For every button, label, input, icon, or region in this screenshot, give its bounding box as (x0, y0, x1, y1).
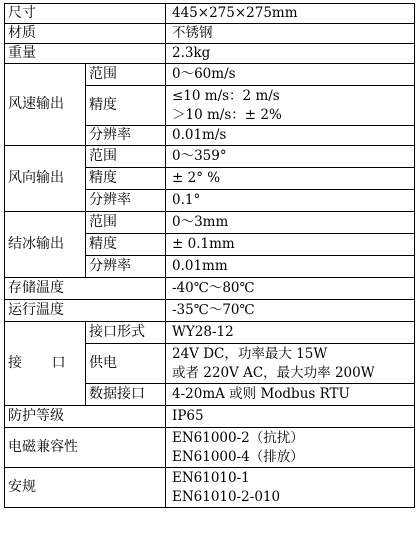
safety-value (166, 468, 415, 508)
table-row (5, 278, 415, 300)
power-label: 供电 (86, 344, 166, 384)
safety-line1: EN61010-1 (172, 469, 250, 486)
wind-direction-resolution-label: 分辨率 (86, 190, 166, 212)
emc-line1: EN61000-2（抗扰） (172, 429, 304, 446)
interface-label: 接 口 (5, 322, 86, 406)
power-line2: 或者 220V AC，最大功率 200W (172, 364, 375, 381)
weight-value: 2.3kg (166, 44, 415, 64)
icing-resolution-label: 分辨率 (86, 256, 166, 278)
icing-resolution-value: 0.01mm (166, 256, 415, 278)
wind-speed-range-value: 0～60m/s (166, 64, 415, 86)
size-label: 尺寸 (5, 4, 166, 24)
wind-speed-resolution-value: 0.01m/s (166, 126, 415, 146)
wind-direction-range-label: 范围 (86, 146, 166, 168)
port-type-value: WY28-12 (166, 322, 415, 344)
wind-direction-range-value: 0～359° (166, 146, 415, 168)
specification-table (4, 3, 415, 508)
weight-label: 重量 (5, 44, 166, 64)
icing-accuracy-label: 精度 (86, 234, 166, 256)
operating-temp-value: -35℃～70℃ (166, 300, 415, 322)
emc-label: 电磁兼容性 (5, 428, 166, 468)
icing-range-value: 0～3mm (166, 212, 415, 234)
wind-speed-accuracy-line2: ＞10 m/s：± 2% (172, 106, 282, 123)
size-value: 445×275×275mm (166, 4, 415, 24)
wind-direction-accuracy-label: 精度 (86, 168, 166, 190)
wind-speed-accuracy-line1: ≤10 m/s：2 m/s (172, 87, 280, 104)
safety-label: 安规 (5, 468, 166, 508)
data-port-label: 数据接口 (86, 384, 166, 406)
data-port-value: 4-20mA 或则 Modbus RTU (166, 384, 415, 406)
icing-label: 结冰输出 (5, 212, 86, 278)
table-row (5, 428, 415, 468)
table-row (5, 212, 415, 234)
wind-speed-accuracy-value (166, 86, 415, 126)
storage-temp-value: -40℃～80℃ (166, 278, 415, 300)
wind-direction-accuracy-value: ± 2° % (166, 168, 415, 190)
power-value (166, 344, 415, 384)
safety-line2: EN61010-2-010 (172, 488, 281, 505)
table-row (5, 468, 415, 508)
table-row (5, 300, 415, 322)
storage-temp-label: 存储温度 (5, 278, 166, 300)
operating-temp-label: 运行温度 (5, 300, 166, 322)
table-row (5, 44, 415, 64)
emc-value (166, 428, 415, 468)
material-label: 材质 (5, 24, 166, 44)
table-row (5, 64, 415, 86)
protection-value: IP65 (166, 406, 415, 428)
power-line1: 24V DC，功率最大 15W (172, 345, 328, 362)
wind-speed-label: 风速输出 (5, 64, 86, 146)
table-row (5, 406, 415, 428)
icing-range-label: 范围 (86, 212, 166, 234)
wind-speed-resolution-label: 分辨率 (86, 126, 166, 146)
table-row (5, 4, 415, 24)
protection-label: 防护等级 (5, 406, 166, 428)
table-row (5, 322, 415, 344)
emc-line2: EN61000-4（排放） (172, 448, 304, 465)
wind-speed-accuracy-label: 精度 (86, 86, 166, 126)
table-row (5, 146, 415, 168)
wind-direction-resolution-value: 0.1° (166, 190, 415, 212)
port-type-label: 接口形式 (86, 322, 166, 344)
table-row (5, 24, 415, 44)
wind-direction-label: 风向输出 (5, 146, 86, 212)
wind-speed-range-label: 范围 (86, 64, 166, 86)
icing-accuracy-value: ± 0.1mm (166, 234, 415, 256)
material-value: 不锈钢 (166, 24, 415, 44)
